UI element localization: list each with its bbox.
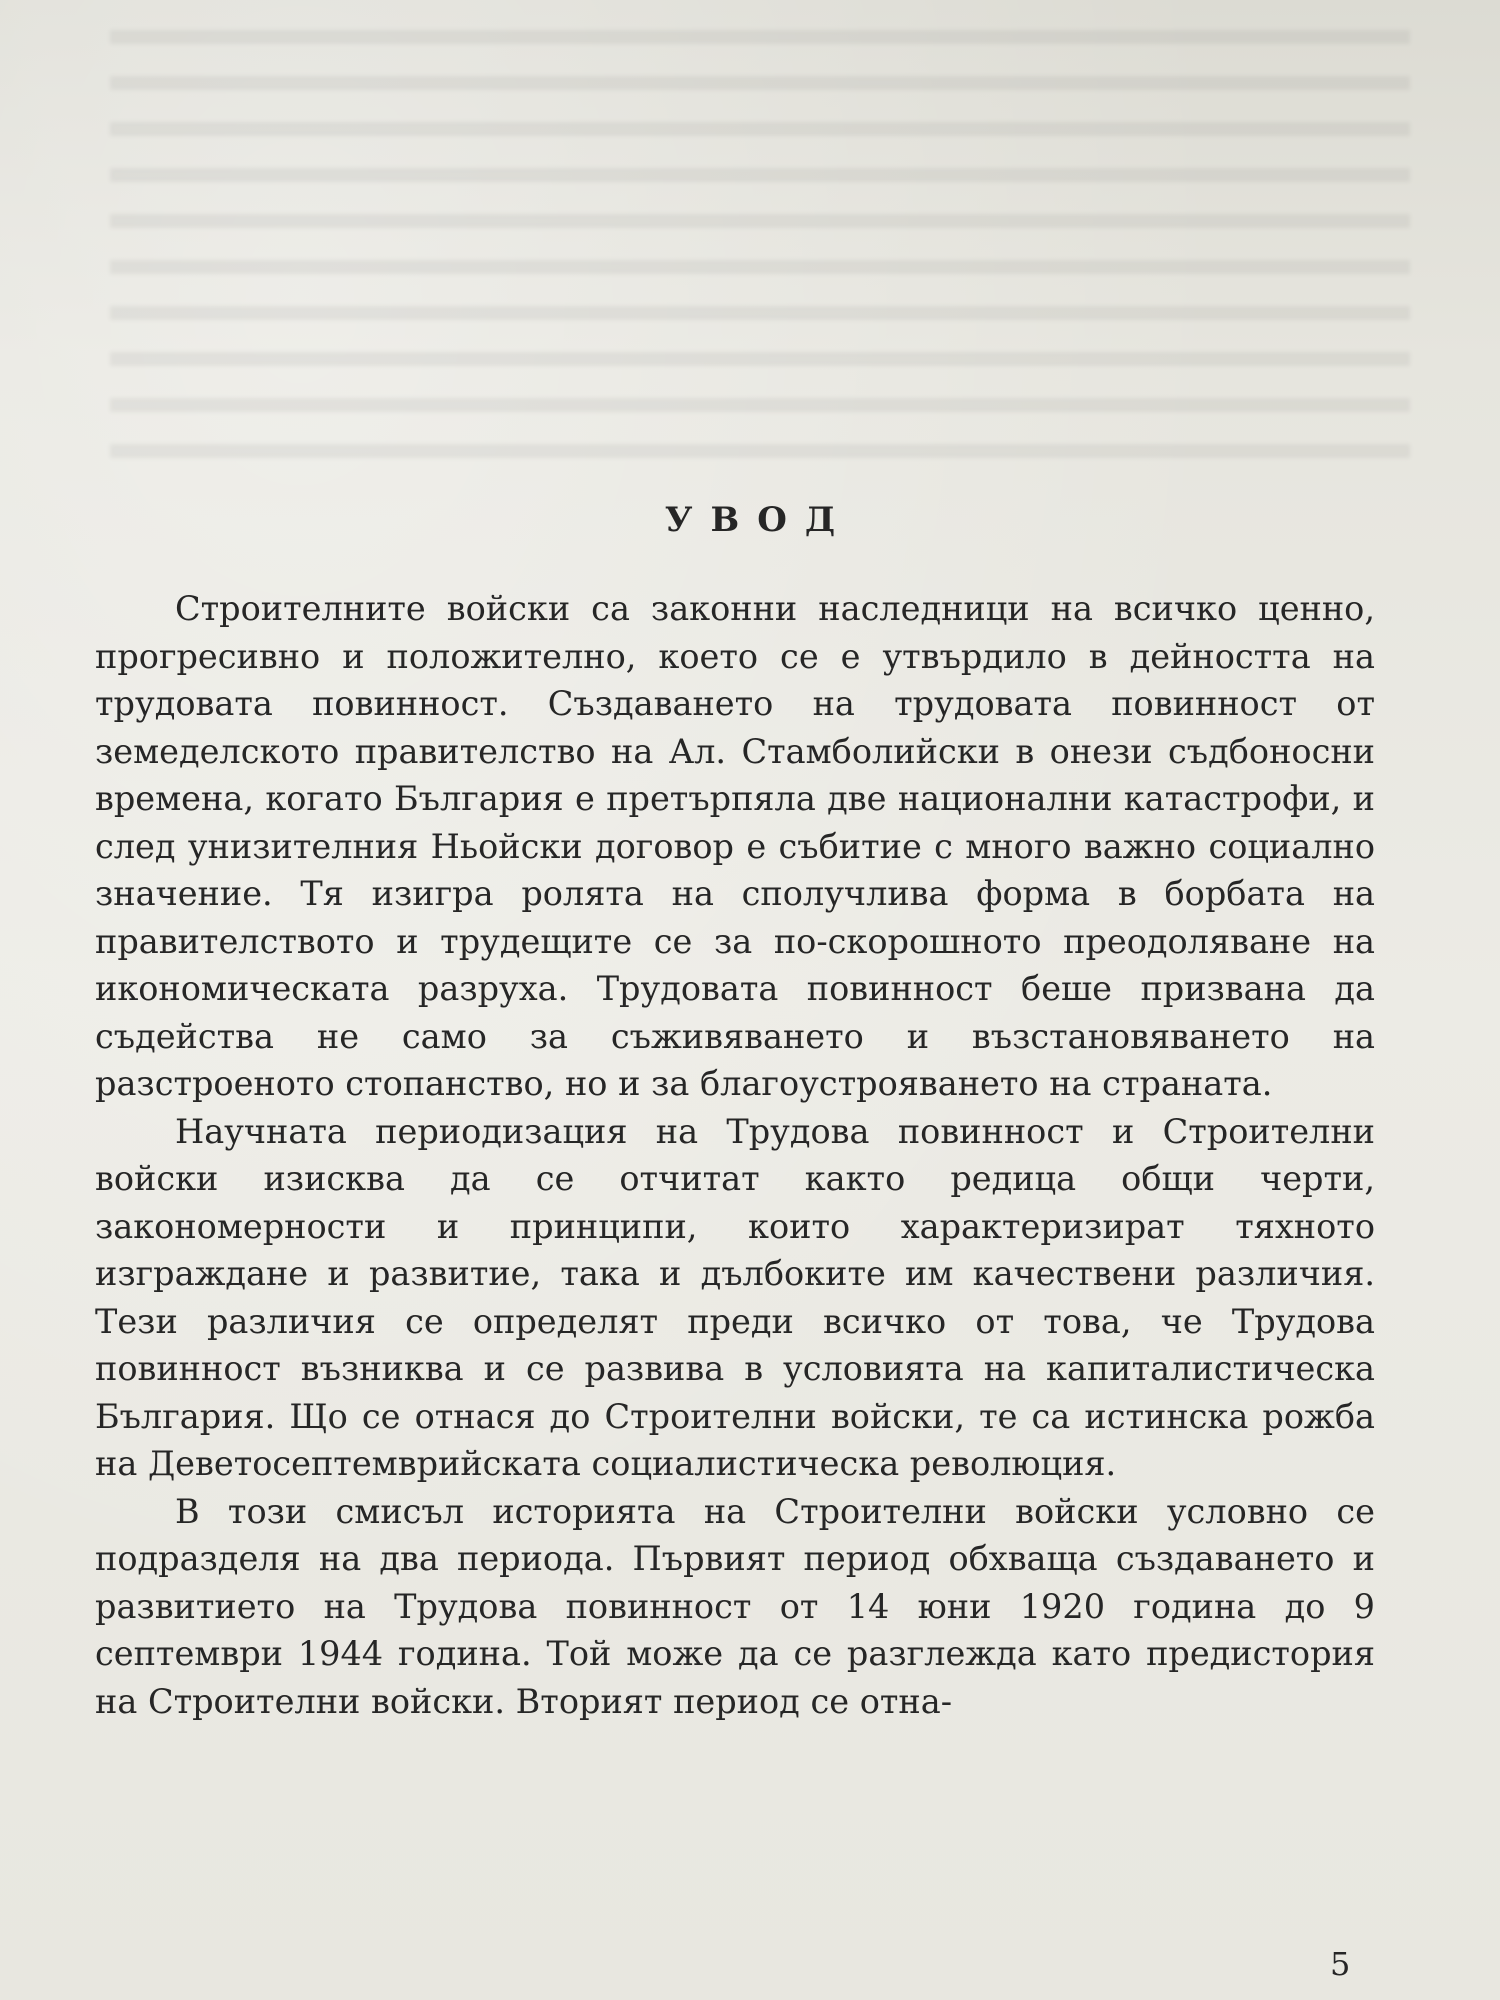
chapter-title: УВОД	[664, 500, 854, 540]
page-number: 5	[1330, 1945, 1351, 1983]
show-through-text	[110, 30, 1410, 470]
paragraph-3: В този смисъл историята на Строителни войски условно се подразделя на два периода. Първият период обхваща създаването и развитието на Трудова повинност от 14 юни 1920 година до 9 септември 1944 година. Той може да се разглежда като предистория на Строителни войски. Вторият период се отна-	[95, 1491, 1375, 1721]
paragraph-2: Научната периодизация на Трудова повинност и Строителни войски изисква да се отчитат както редица общи черти, закономерности и принципи, които характеризират тяхното изграждане и развитие, така и дълбоките им качествени различия. Тези различия се определят преди всичко от това, че Трудова повинност възниква и се развива в условията на капиталистическа България. Що се отнася до Строителни войски, те са истинска рожба на Деветосептемврийската социалистическа революция.	[95, 1111, 1375, 1483]
body-text	[95, 585, 1375, 1725]
paragraph-1: Строителните войски са законни наследници на всичко ценно, прогресивно и положително, което се е утвърдило в дейността на трудовата повинност. Създаването на трудовата повинност от земеделското правителство на Ал. Стамболийски в онези съдбоносни времена, когато България е претърпяла две национални катастрофи, и след унизителния Ньойски договор е събитие с много важно социално значение. Тя изигра ролята на сполучлива форма в борбата на правителството и трудещите се за по-скорошното преодоляване на икономическата разруха. Трудовата повинност беше призвана да съдейства не само за съживяването и възстановяването на разстроеното стопанство, но и за благоустрояването на страната.	[95, 589, 1375, 1103]
